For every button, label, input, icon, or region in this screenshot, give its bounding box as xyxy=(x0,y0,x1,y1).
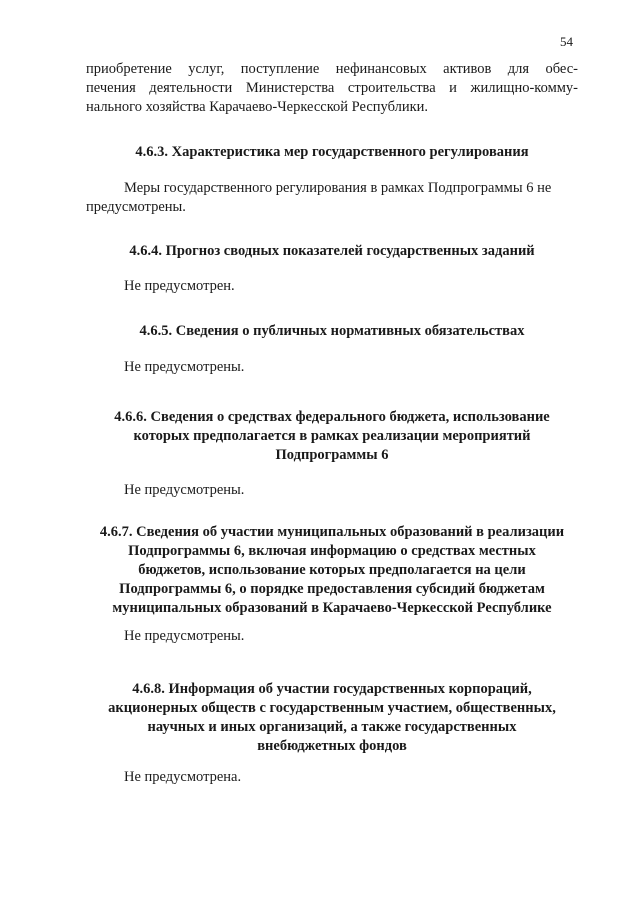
heading-line: которых предполагается в рамках реализации мероприятий xyxy=(133,428,531,444)
section-heading-4-6-5 xyxy=(86,322,578,341)
heading-line: научных и иных организаций, а также государственных xyxy=(147,719,517,735)
heading-line: Подпрограммы 6 xyxy=(275,447,389,463)
heading-line: внебюджетных фондов xyxy=(257,738,407,754)
section-heading-4-6-3 xyxy=(86,143,578,162)
text-line: Не предусмотрены. xyxy=(124,628,245,644)
text-line: Не предусмотрены. xyxy=(124,359,245,375)
heading-line: 4.6.3. Характеристика мер государственного регулирования xyxy=(135,144,529,160)
heading-line: 4.6.6. Сведения о средствах федерального бюджета, использование xyxy=(114,409,550,425)
section-text-4-6-7 xyxy=(86,627,578,646)
text-line: Не предусмотрен. xyxy=(124,278,235,294)
intro-line: печения деятельности Министерства строительства и жилищно-комму- xyxy=(86,80,578,96)
section-text-4-6-3 xyxy=(86,179,578,217)
section-heading-4-6-7 xyxy=(86,523,578,618)
text-line: Не предусмотрены. xyxy=(124,482,245,498)
heading-line: Подпрограммы 6, о порядке предоставления субсидий бюджетам xyxy=(119,581,545,597)
intro-line: нального хозяйства Карачаево-Черкесской Республики. xyxy=(86,99,429,115)
section-heading-4-6-6 xyxy=(86,408,578,465)
page-number: 54 xyxy=(560,34,573,49)
intro-paragraph xyxy=(86,60,578,117)
intro-line: приобретение услуг, поступление нефинансовых активов для обес- xyxy=(86,61,578,77)
heading-line: акционерных обществ с государственным участием, общественных, xyxy=(108,700,556,716)
text-line: Не предусмотрена. xyxy=(124,769,242,785)
text-line: Меры государственного регулирования в рамках Подпрограммы 6 не xyxy=(124,180,552,196)
section-text-4-6-4 xyxy=(86,277,578,296)
heading-line: 4.6.7. Сведения об участии муниципальных образований в реализации xyxy=(99,524,565,540)
heading-line: 4.6.5. Сведения о публичных нормативных обязательствах xyxy=(139,323,525,339)
heading-line: муниципальных образований в Карачаево-Черкесской Республике xyxy=(112,600,552,616)
section-heading-4-6-8 xyxy=(86,680,578,756)
heading-line: бюджетов, использование которых предполагается на цели xyxy=(138,562,526,578)
heading-line: 4.6.4. Прогноз сводных показателей государственных заданий xyxy=(129,243,535,259)
section-heading-4-6-4 xyxy=(86,242,578,261)
section-text-4-6-6 xyxy=(86,481,578,500)
heading-line: 4.6.8. Информация об участии государственных корпораций, xyxy=(132,681,532,697)
section-text-4-6-5 xyxy=(86,358,578,377)
text-line: предусмотрены. xyxy=(86,199,186,215)
heading-line: Подпрограммы 6, включая информацию о средствах местных xyxy=(128,543,536,559)
section-text-4-6-8 xyxy=(86,768,578,787)
